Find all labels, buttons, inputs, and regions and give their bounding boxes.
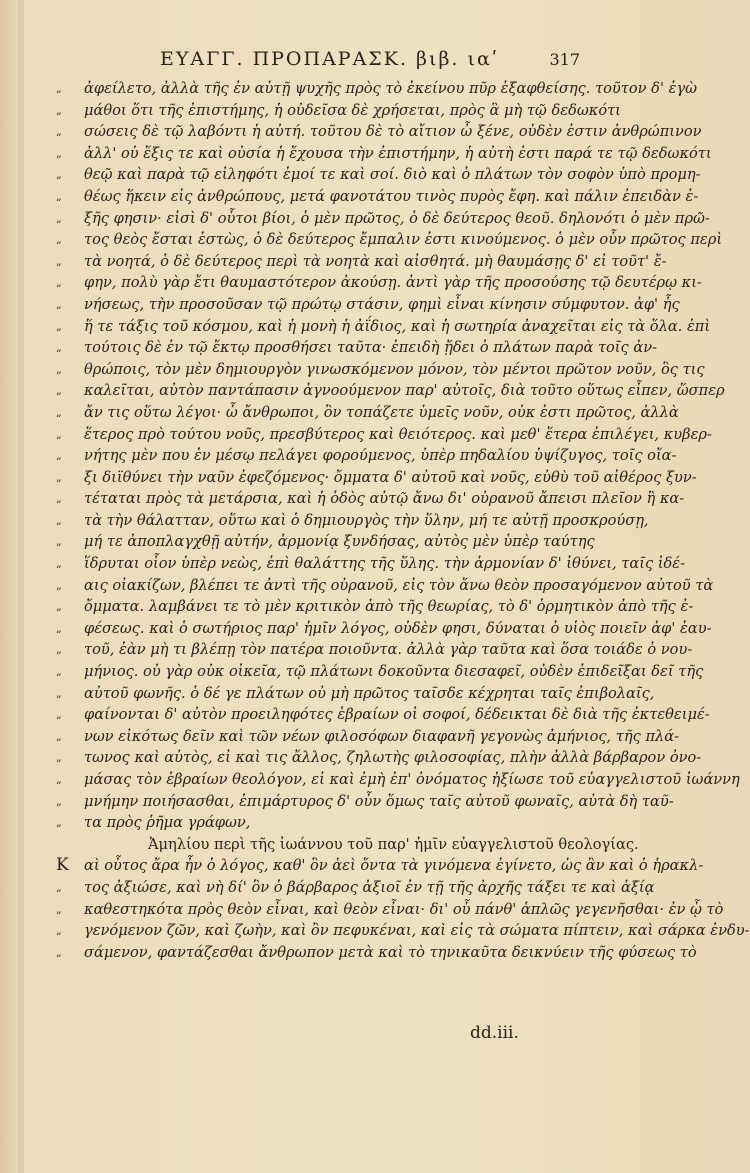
running-head: [160, 44, 580, 74]
quotation-marker: „: [56, 319, 62, 333]
quotation-marker: „: [56, 254, 62, 268]
line-text: μάθοι ὅτι τῆς ἐπιστήμης, ἡ οὐδεῖσα δὲ χρήσεται, πρὸς ἃ μὴ τῷ δεδωκότι: [84, 101, 621, 119]
quotation-marker: „: [56, 621, 62, 635]
line-text: αὐτοῦ φωνῆς. ὁ δέ γε πλάτων οὐ μὴ πρῶτος ταῖσδε κέχρηται ταῖς ἐπιβολαῖς,: [84, 684, 655, 702]
quotation-marker: „: [56, 384, 62, 398]
initial-letter: K: [56, 855, 69, 876]
text-line: [56, 294, 680, 316]
text-line: [56, 229, 723, 251]
quotation-marker: „: [56, 751, 62, 765]
line-text: νήτης μὲν που ἐν μέσῳ πελάγει φορούμενος, ὑπὲρ πηδαλίου ὑψίζυγος, τοῖς οἴα-: [84, 447, 677, 465]
line-text: μάσας τὸν ἑβραίων θεολόγον, εἰ καὶ ἐμὴ ἐπ' ὀνόματος ἠξίωσε τοῦ εὐαγγελιστοῦ ἰωάννη: [84, 771, 740, 788]
line-text: ἀφείλετο, ἀλλὰ τῆς ἐν αὐτῇ ψυχῆς πρὸς τὸ ἐκείνου πῦρ ἐξαφθείσης. τοῦτον δ' ἐγὼ: [84, 80, 698, 97]
line-text: νων εἰκότως δεῖν καὶ τῶν νέων φιλοσόφων διαφανῆ γεγονὼς ἀμήνιος, τῆς πλά-: [84, 727, 680, 745]
quotation-marker: „: [56, 82, 62, 95]
quotation-marker: „: [56, 211, 62, 225]
text-line: [56, 812, 571, 834]
text-line: [56, 78, 698, 100]
text-line: [56, 488, 685, 510]
text-line: [56, 683, 655, 705]
quotation-marker: „: [56, 708, 62, 722]
quotation-marker: „: [56, 103, 62, 117]
line-text: φην, πολὺ γὰρ ἔτι θαυμαστότερον ἀκούσῃ. ἀντὶ γὰρ τῆς προσούσης τῷ δευτέρῳ κι-: [84, 274, 702, 292]
quotation-marker: „: [56, 600, 62, 614]
text-line: [56, 164, 701, 186]
quotation-marker: „: [56, 513, 62, 527]
quotation-marker: „: [56, 189, 62, 203]
text-line: [56, 467, 697, 489]
main-text-block: [56, 78, 750, 963]
page-gutter-shadow: [18, 0, 24, 1173]
line-text: σώσεις δὲ τῷ λαβόντι ἡ αὐτή. τοῦτου δὲ τὸ αἴτιον ὦ ξένε, οὐδὲν ἐστιν ἀνθρώπινον: [84, 123, 702, 141]
text-line: [56, 704, 710, 726]
quotation-marker: „: [56, 773, 62, 786]
line-text: τούτοις δὲ ἐν τῷ ἔκτῳ προσθήσει ταῦτα· ἐπειδὴ ᾔδει ὁ πλάτων παρὰ τοῖς ἀν-: [84, 339, 658, 357]
line-text: μνήμην ποιήσασθαι, ἐπιμάρτυρος δ' οὖν ὅμως ταῖς αὐτοῦ φωναῖς, αὐτὰ δὴ ταῦ-: [84, 792, 674, 810]
line-text: καθεστηκότα πρὸς θεὸν εἶναι, καὶ θεὸν εἶναι· δι' οὗ πάνθ' ἁπλῶς γεγενῆσθαι· ἐν ᾧ τὸ: [84, 900, 724, 918]
quotation-marker: „: [56, 449, 62, 463]
text-line: [56, 877, 655, 899]
text-line: [56, 531, 595, 553]
text-line: [56, 208, 710, 230]
text-line: [56, 920, 750, 942]
line-text: ἄν τις οὕτω λέγοι· ὦ ἄνθρωποι, ὃν τοπάζετε ὑμεῖς νοῦν, οὐκ ἐστι πρῶτος, ἀλλὰ: [84, 403, 679, 421]
line-text: σάμενον, φαντάζεσθαι ἄνθρωπον μετὰ καὶ τὸ τηνικαῦτα δεικνύειν τῆς φύσεως τὸ: [84, 943, 697, 961]
text-line: [56, 143, 712, 165]
text-line: [56, 575, 714, 597]
quotation-marker: „: [56, 880, 62, 894]
text-line: [56, 747, 702, 769]
quotation-marker: „: [56, 168, 62, 182]
quotation-marker: „: [56, 362, 62, 376]
text-line: [56, 121, 702, 143]
quotation-marker: „: [56, 578, 62, 592]
quotation-marker: „: [56, 233, 62, 247]
line-text: τέταται πρὸς τὰ μετάρσια, καὶ ἡ ὁδὸς αὐτῷ ἄνω δι' οὐρανοῦ ἄπεισι πλεῖον ἢ κα-: [84, 490, 685, 508]
quotation-marker: „: [56, 902, 62, 916]
text-line: [56, 596, 694, 618]
quotation-marker: „: [56, 470, 62, 484]
line-text: τος ἀξιώσε, καὶ νὴ δί' ὃν ὁ βάρβαρος ἀξιοῖ ἐν τῇ τῆς ἀρχῆς τάξει τε καὶ ἀξίᾳ: [84, 878, 655, 896]
text-line: [56, 359, 705, 381]
section-heading: [56, 834, 639, 856]
text-line: [56, 553, 686, 575]
text-line: [56, 316, 711, 338]
quotation-marker: „: [56, 341, 62, 355]
line-text: θεῷ καὶ παρὰ τῷ εἰληφότι ἐμοί τε καὶ σοί. διὸ καὶ ὁ πλάτων τὸν σοφὸν ὑπὸ προμη-: [84, 166, 701, 184]
text-line: [56, 100, 621, 122]
line-text: ξῆς φησιν· εἰσὶ δ' οὗτοι βίοι, ὁ μὲν πρῶτος, ὁ δὲ δεύτερος θεοῦ. δηλονότι ὁ μὲν πρῶ-: [84, 209, 710, 227]
text-line: [56, 510, 649, 532]
quotation-marker: „: [56, 276, 62, 290]
text-line: [56, 639, 693, 661]
text-line: [56, 402, 679, 424]
line-text: τα πρὸς ῥῆμα γράφων,: [84, 814, 251, 832]
line-text: αις οἰακίζων, βλέπει τε ἀντὶ τῆς οὐρανοῦ, εἰς τὸν ἄνω θεὸν προσαγόμενον αὐτοῦ τὰ: [84, 576, 714, 594]
line-text: αὶ οὗτος ἄρα ἦν ὁ λόγος, καθ' ὃν ἀεὶ ὄντα τὰ γινόμενα ἐγίνετο, ὡς ἂν καὶ ὁ ἡρακλ-: [84, 857, 704, 875]
text-line: [56, 186, 699, 208]
quotation-marker: „: [56, 535, 62, 549]
running-title: ΕΥΑΓΓ. ΠΡΟΠΑΡΑΣΚ. βιβ. ιαʹ: [160, 48, 500, 70]
line-text: φαίνονται δ' αὐτὸν προειληφότες ἑβραίων οἱ σοφοί, δέδεικται δὲ διὰ τῆς ἐκτεθειμέ-: [84, 706, 710, 724]
text-line: [56, 424, 712, 446]
line-text: ξι διϊθύνει τὴν ναῦν ἐφεζόμενος· ὄμματα δ' αὐτοῦ καὶ νοῦς, εὐθὺ τοῦ αἰθέρος ξυν-: [84, 468, 697, 486]
line-text: ἥ τε τάξις τοῦ κόσμου, καὶ ἡ μονὴ ἡ ἀΐδιος, καὶ ἡ σωτηρία ἀναχεῖται εἰς τὰ ὅλα. ἐπὶ: [84, 317, 711, 335]
text-line: [56, 899, 724, 921]
text-line: [56, 337, 658, 359]
quotation-marker: „: [56, 729, 62, 743]
line-text: τος θεὸς ἔσται ἑστὼς, ὁ δὲ δεύτερος ἔμπαλιν ἐστι κινούμενος. ὁ μὲν οὖν πρῶτος περὶ: [84, 231, 723, 249]
quotation-marker: „: [56, 405, 62, 419]
line-text: φέσεως. καὶ ὁ σωτήριος παρ' ἡμῖν λόγος, οὐδὲν φησι, δύναται ὁ υἱὸς ποιεῖν ἀφ' ἑαυ-: [84, 619, 712, 637]
quotation-marker: „: [56, 557, 62, 571]
quotation-marker: „: [56, 492, 62, 506]
line-text: ὄμματα. λαμβάνει τε τὸ μὲν κριτικὸν ἀπὸ τῆς θεωρίας, τὸ δ' ὁρμητικὸν ἀπὸ τῆς ἐ-: [84, 598, 694, 616]
text-line: [56, 618, 712, 640]
text-line: [56, 769, 740, 791]
quotation-marker: „: [56, 816, 62, 830]
line-text: τοῦ, ἐὰν μὴ τι βλέπῃ τὸν πατέρα ποιοῦντα. ἀλλὰ γὰρ ταῦτα καὶ ὅσα τοιάδε ὁ νου-: [84, 641, 693, 659]
quotation-marker: „: [56, 924, 62, 938]
text-line: [56, 251, 667, 273]
text-line: [56, 942, 697, 964]
line-text: νήσεως, τὴν προσοῦσαν τῷ πρώτῳ στάσιν, φημὶ εἶναι κίνησιν σύμφυτον. ἀφ' ἧς: [84, 295, 680, 313]
line-text: μήνιος. οὐ γὰρ οὐκ οἰκεῖα, τῷ πλάτωνι δοκοῦντα διεσαφεῖ, οὐδὲν ἐπιδεῖξαι δεῖ τῆς: [84, 663, 704, 681]
quotation-marker: „: [56, 665, 62, 679]
quotation-marker: „: [56, 643, 62, 657]
line-text: τὰ τὴν θάλατταν, οὕτω καὶ ὁ δημιουργὸς τὴν ὕλην, μή τε αὐτῇ προσκρούσῃ,: [84, 511, 649, 529]
text-line: [56, 661, 704, 683]
text-line: [56, 855, 704, 877]
text-line: [56, 791, 674, 813]
line-text: ἀλλ' οὐ ἕξις τε καὶ οὐσία ἡ ἔχουσα τὴν ἐπιστήμην, ἡ αὐτὴ ἐστι παρά τε τῷ δεδωκότι: [84, 144, 712, 162]
quotation-marker: „: [56, 945, 62, 959]
line-text: θέως ἥκειν εἰς ἀνθρώπους, μετά φανοτάτου τινὸς πυρὸς ἔφη. καὶ πάλιν ἐπειδὰν ἐ-: [84, 187, 699, 205]
line-text: ἵδρυται οἷον ὑπὲρ νεὼς, ἐπὶ θαλάττης τῆς ὕλης. τὴν ἁρμονίαν δ' ἰθύνει, ταῖς ἰδέ-: [84, 555, 686, 573]
line-text: γενόμενον ζῶν, καὶ ζωὴν, καὶ ὂν πεφυκέναι, καὶ εἰς τὰ σώματα πίπτειν, καὶ σάρκα ἐνδυ-: [84, 922, 750, 940]
text-line: [56, 445, 677, 467]
line-text: μή τε ἀποπλαγχθῇ αὐτήν, ἁρμονίᾳ ξυνδήσας, αὐτὸς μὲν ὑπὲρ ταύτης: [84, 533, 595, 551]
quotation-marker: „: [56, 146, 62, 160]
line-text: τωνος καὶ αὐτὸς, εἰ καὶ τις ἄλλος, ζηλωτὴς φιλοσοφίας, πλὴν ἀλλὰ βάρβαρον ὀνο-: [84, 749, 702, 767]
line-text: τὰ νοητά, ὁ δὲ δεύτερος περὶ τὰ νοητὰ καὶ αἰσθητά. μὴ θαυμάσῃς δ' εἰ τοῦτ' ἔ-: [84, 252, 667, 270]
page-number: 317: [549, 50, 580, 69]
line-text: θρώποις, τὸν μὲν δημιουργὸν γινωσκόμενον μόνον, τὸν μέντοι πρῶτον νοῦν, ὃς τις: [84, 360, 705, 378]
quotation-marker: „: [56, 686, 62, 700]
text-line: [56, 380, 725, 402]
line-text: καλεῖται, αὐτὸν παντάπασιν ἀγνοούμενον παρ' αὐτοῖς, διὰ τοῦτο οὕτως εἶπεν, ὥσπερ: [84, 382, 725, 400]
text-line: [56, 272, 702, 294]
quotation-marker: „: [56, 794, 62, 808]
line-text: Ἀμηλίου περὶ τῆς ἰωάννου τοῦ παρ' ἡμῖν εὐαγγελιστοῦ θεολογίας.: [148, 835, 639, 853]
line-text: ἕτερος πρὸ τούτου νοῦς, πρεσβύτερος καὶ θειότερος. καὶ μεθ' ἕτερα ἐπιλέγει, κυβερ-: [84, 425, 712, 443]
quotation-marker: „: [56, 125, 62, 139]
text-line: [56, 726, 680, 748]
quotation-marker: „: [56, 427, 62, 441]
quotation-marker: „: [56, 297, 62, 311]
signature-mark: dd.iii.: [470, 1023, 519, 1043]
